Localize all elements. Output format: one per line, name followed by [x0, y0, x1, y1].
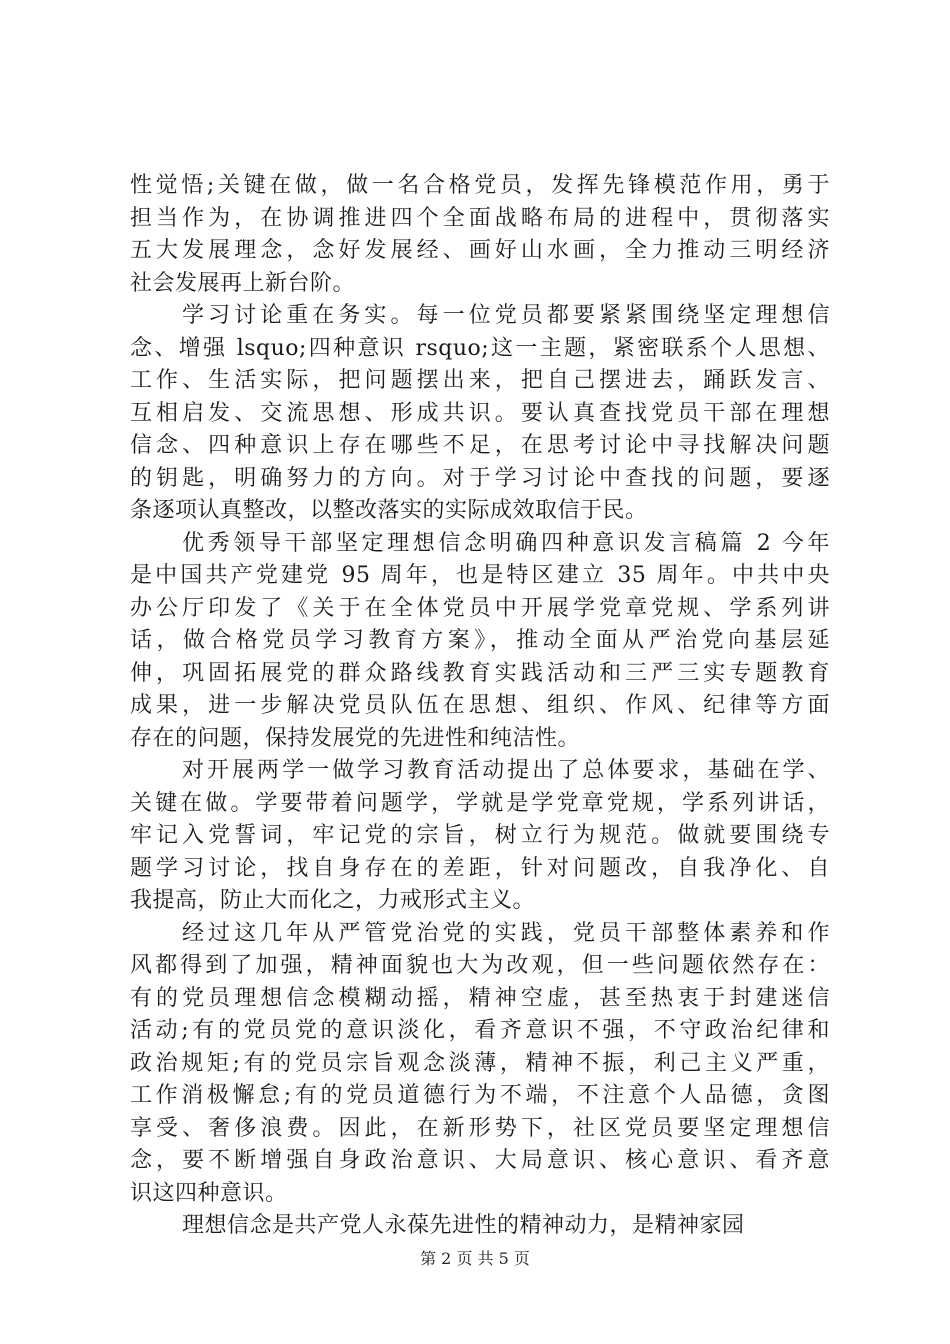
text-line: 条逐项认真整改，以整改落实的实际成效取信于民。: [130, 498, 648, 523]
paragraph-start-line: 学习讨论重在务实。每一位党员都要紧紧围绕坚定理想信: [182, 303, 830, 328]
text-line: 是中国共产党建党 95 周年，也是特区建立 35 周年。中共中央: [130, 563, 830, 588]
text-line: 有的党员理想信念模糊动摇，精神空虚，甚至热衷于封建迷信: [130, 985, 830, 1011]
text-line: 牢记入党誓词，牢记党的宗旨，树立行为规范。做就要围绕专: [130, 823, 830, 848]
paragraph-start-line: 对开展两学一做学习教育活动提出了总体要求，基础在学、: [182, 758, 830, 783]
text-line: 性觉悟;关键在做，做一名合格党员，发挥先锋模范作用，勇于: [130, 173, 830, 198]
text-line: 题学习讨论，找自身存在的差距，针对问题改，自我净化、自: [130, 855, 830, 881]
document-body: [130, 170, 830, 1243]
text-line: 办公厅印发了《关于在全体党员中开展学党章党规、学系列讲: [130, 595, 830, 621]
text-line: 工作消极懈怠;有的党员道德行为不端，不注意个人品德，贪图: [130, 1083, 830, 1108]
text-line: 工作、生活实际，把问题摆出来，把自己摆进去，踊跃发言、: [130, 368, 830, 393]
text-line: 念、增强 lsquo;四种意识 rsquo;这一主题，紧密联系个人思想、: [130, 335, 830, 361]
text-line: 念，要不断增强自身政治意识、大局意识、核心意识、看齐意: [130, 1148, 830, 1173]
text-line: 识这四种意识。: [130, 1180, 288, 1206]
page-number-footer: 第 2 页 共 5 页: [420, 1249, 530, 1268]
text-line: 关键在做。学要带着问题学，学就是学党章党规，学系列讲话，: [130, 790, 830, 816]
text-line: 互相启发、交流思想、形成共识。要认真查找党员干部在理想: [130, 400, 830, 426]
text-line: 信念、四种意识上存在哪些不足，在思考讨论中寻找解决问题: [130, 433, 830, 458]
text-line: 政治规矩;有的党员宗旨观念淡薄，精神不振，利己主义严重，: [130, 1050, 830, 1076]
text-line: 成果，进一步解决党员队伍在思想、组织、作风、纪律等方面: [130, 693, 830, 718]
paragraph-start-line: 经过这几年从严管党治党的实践，党员干部整体素养和作: [182, 920, 830, 946]
text-line: 我提高，防止大而化之，力戒形式主义。: [130, 888, 536, 913]
text-line: 存在的问题，保持发展党的先进性和纯洁性。: [130, 725, 581, 751]
text-line: 五大发展理念，念好发展经、画好山水画，全力推动三明经济: [130, 238, 830, 263]
text-line: 话，做合格党员学习教育方案》，推动全面从严治党向基层延: [130, 628, 830, 653]
text-line: 担当作为，在协调推进四个全面战略布局的进程中，贯彻落实: [130, 205, 830, 231]
text-line: 活动;有的党员党的意识淡化，看齐意识不强，不守政治纪律和: [130, 1018, 830, 1043]
text-line: 享受、奢侈浪费。因此，在新形势下，社区党员要坚定理想信: [130, 1115, 830, 1141]
text-line: 的钥匙，明确努力的方向。对于学习讨论中查找的问题，要逐: [130, 465, 830, 491]
text-line: 风都得到了加强，精神面貌也大为改观，但一些问题依然存在：: [130, 953, 830, 978]
paragraph-start-line: 优秀领导干部坚定理想信念明确四种意识发言稿篇 2 今年: [182, 530, 830, 556]
paragraph-start-line: 理想信念是共产党人永葆先进性的精神动力，是精神家园: [182, 1213, 745, 1238]
text-line: 伸，巩固拓展党的群众路线教育实践活动和三严三实专题教育: [130, 660, 830, 686]
text-line: 社会发展再上新台阶。: [130, 270, 356, 296]
